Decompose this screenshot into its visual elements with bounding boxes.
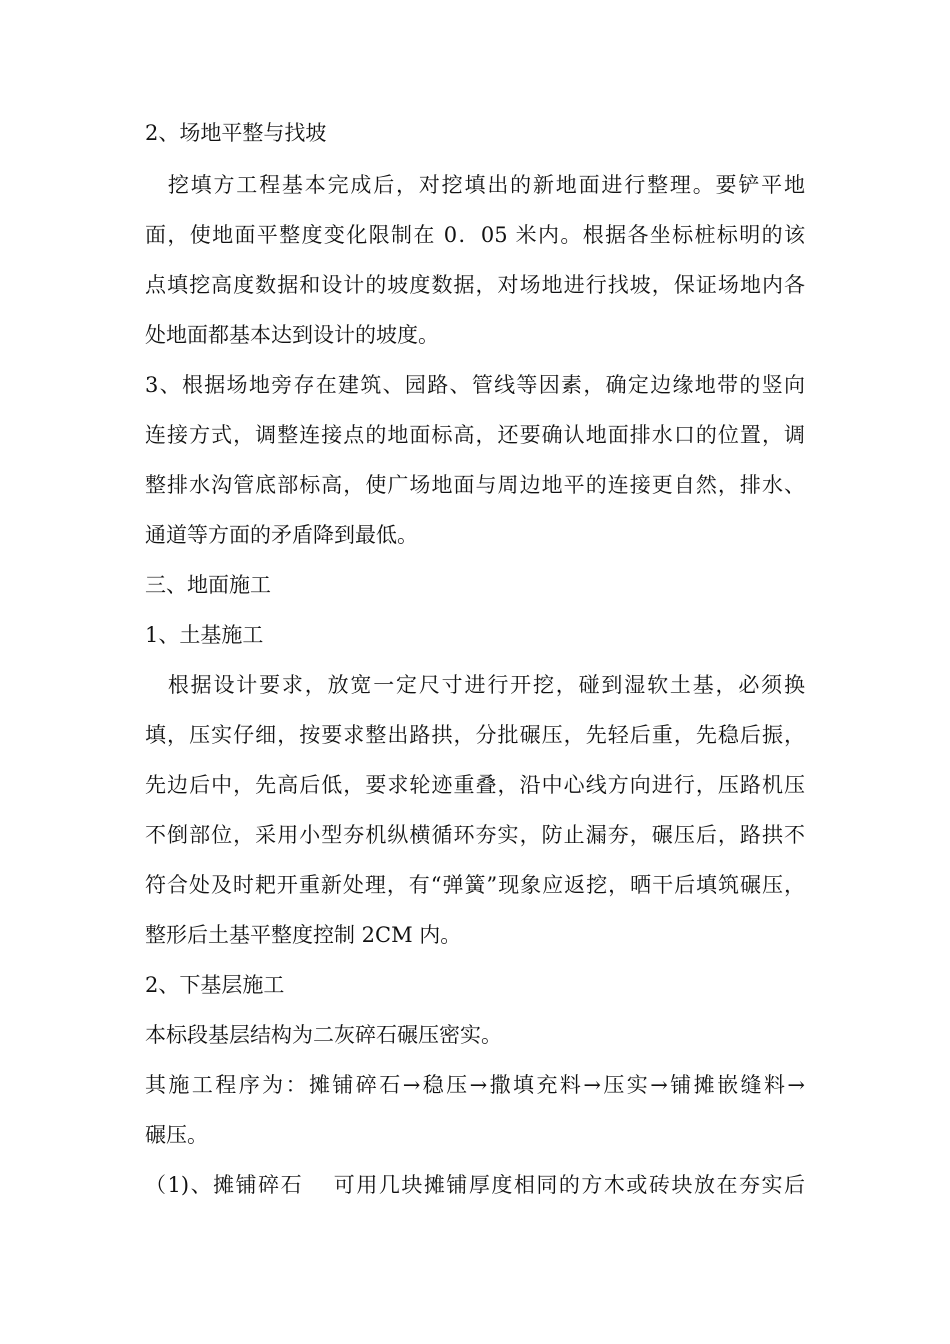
heading-site-leveling: 2、场地平整与找坡: [145, 121, 327, 145]
heading-subgrade: 1、土基施工: [145, 623, 264, 647]
paragraph-line: 不倒部位，采用小型夯机纵横循环夯实，防止漏夯，碾压后，路拱不: [145, 823, 805, 847]
paragraph-line: 面，使地面平整度变化限制在 0．05 米内。根据各坐标桩标明的该: [145, 223, 805, 247]
paragraph-line: 处地面都基本达到设计的坡度。: [145, 323, 439, 347]
paragraph-line: 整形后土基平整度控制 2CM 内。: [145, 923, 462, 947]
paragraph-line: 挖填方工程基本完成后，对挖填出的新地面进行整理。要铲平地: [145, 173, 805, 197]
paragraph-line: 点填挖高度数据和设计的坡度数据，对场地进行找坡，保证场地内各: [145, 273, 805, 297]
paragraph-line: 根据设计要求，放宽一定尺寸进行开挖，碰到湿软土基，必须换: [145, 673, 805, 697]
heading-ground-construction: 三、地面施工: [145, 573, 271, 597]
paragraph-line: 填，压实仔细，按要求整出路拱，分批碾压，先轻后重，先稳后振，: [145, 723, 805, 747]
paragraph-line: 符合处及时耙开重新处理，有“弹簧”现象应返挖，晒干后填筑碾压，: [145, 873, 805, 897]
paragraph-line: 整排水沟管底部标高，使广场地面与周边地平的连接更自然，排水、: [145, 473, 805, 497]
paragraph-line: 通道等方面的矛盾降到最低。: [145, 523, 418, 547]
paragraph-line: 先边后中，先高后低，要求轮迹重叠，沿中心线方向进行，压路机压: [145, 773, 805, 797]
paragraph-line: 其施工程序为：摊铺碎石→稳压→撒填充料→压实→铺摊嵌缝料→: [145, 1073, 805, 1097]
paragraph-line: 3、根据场地旁存在建筑、园路、管线等因素，确定边缘地带的竖向: [145, 373, 805, 397]
paragraph-line: 碾压。: [145, 1123, 208, 1147]
paragraph-line: 连接方式，调整连接点的地面标高，还要确认地面排水口的位置，调: [145, 423, 805, 447]
paragraph-line: （1)、摊铺碎石 可用几块摊铺厚度相同的方木或砖块放在夯实后: [145, 1173, 805, 1197]
paragraph-line: 本标段基层结构为二灰碎石碾压密实。: [145, 1023, 502, 1047]
heading-lower-base: 2、下基层施工: [145, 973, 285, 997]
